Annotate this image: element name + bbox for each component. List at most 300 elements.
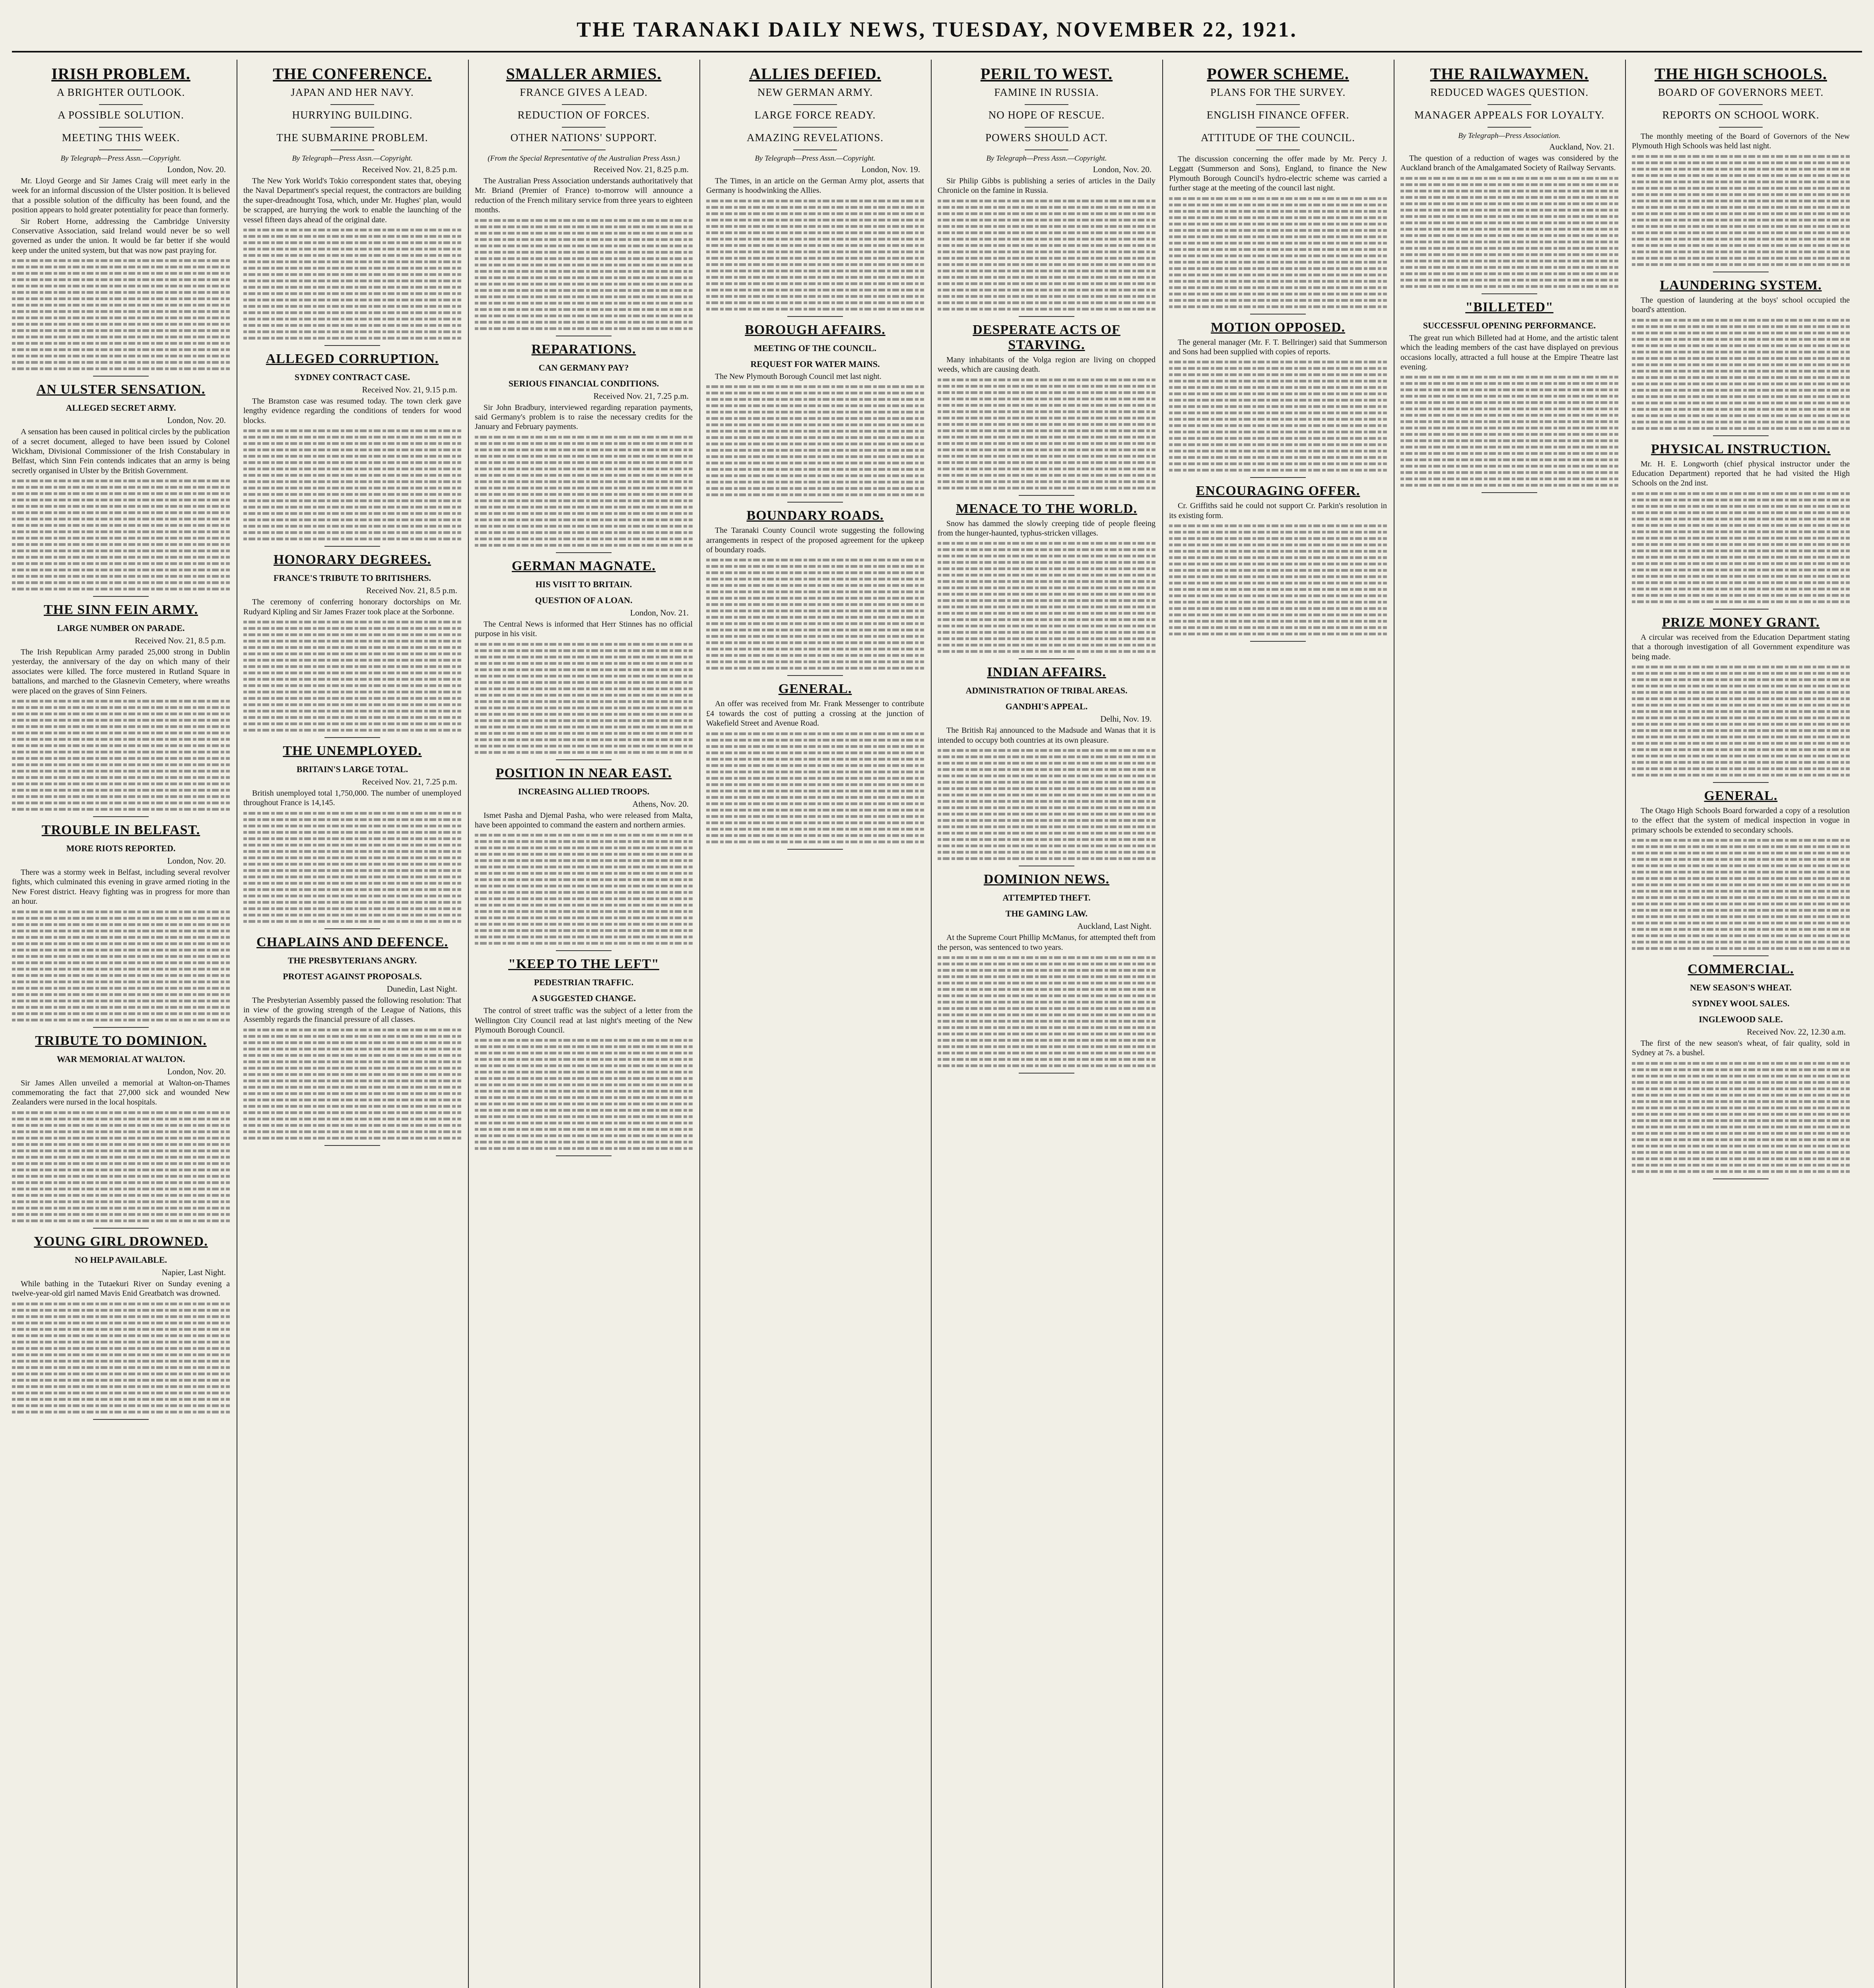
article-subhead: PROTEST AGAINST PROPOSALS. <box>283 971 422 981</box>
article-deck: THE SUBMARINE PROBLEM. <box>243 132 461 150</box>
article <box>1169 64 1387 315</box>
article-headline: THE HIGH SCHOOLS. <box>1655 65 1827 83</box>
dateline: Received Nov. 21, 8.5 p.m. <box>134 636 226 646</box>
article <box>1400 64 1618 294</box>
column-5 <box>938 60 1155 1988</box>
article-body <box>1169 154 1387 193</box>
section-divider <box>1482 492 1537 493</box>
article-subhead: A SUGGESTED CHANGE. <box>531 993 636 1004</box>
article-headline: "KEEP TO THE LEFT" <box>508 957 659 972</box>
article-subhead: SYDNEY CONTRACT CASE. <box>294 372 410 382</box>
article <box>12 1033 230 1229</box>
section-divider <box>93 376 149 377</box>
article-body <box>938 519 1155 538</box>
paragraph: Mr. H. E. Longworth (chief physical instructor under the Education Department) reported that he had visited the High Schools on the 2nd inst. <box>1632 459 1850 488</box>
section-divider <box>1713 955 1769 956</box>
article <box>706 508 924 676</box>
article-subhead: LARGE NUMBER ON PARADE. <box>57 623 185 633</box>
article-subhead: THE PRESBYTERIANS ANGRY. <box>287 955 417 965</box>
dateline: Auckland, Last Night. <box>1077 921 1152 931</box>
continued-text-lines <box>1632 319 1850 430</box>
article-deck: ATTITUDE OF THE COUNCIL. <box>1169 132 1387 150</box>
article-subhead: QUESTION OF A LOAN. <box>535 595 633 605</box>
article-body <box>475 811 693 830</box>
article-subhead: SERIOUS FINANCIAL CONDITIONS. <box>508 378 659 388</box>
article <box>12 64 230 377</box>
article-body <box>938 355 1155 375</box>
article <box>12 823 230 1028</box>
article-headline: ALLEGED CORRUPTION. <box>266 351 439 366</box>
article <box>1632 788 1850 956</box>
article-body <box>243 597 461 617</box>
section-divider <box>1713 782 1769 783</box>
continued-text-lines <box>243 229 461 340</box>
paragraph: Mr. Lloyd George and Sir James Craig will meet early in the week for an informal discussion of the Ulster position. It is believed that a possible solution of the difficulty has been found, and the position appears to hold greater potentiality for peace than formerly. <box>12 177 230 215</box>
article-subhead: NEW SEASON'S WHEAT. <box>1690 982 1792 993</box>
article-body <box>1169 501 1387 520</box>
article <box>938 64 1155 317</box>
paragraph: The monthly meeting of the Board of Governors of the New Plymouth High Schools was held last night. <box>1632 132 1850 151</box>
section-divider <box>93 1228 149 1229</box>
article-subhead: INGLEWOOD SALE. <box>1699 1014 1783 1025</box>
article-body <box>706 372 924 381</box>
paragraph: The question of a reduction of wages was considered by the Auckland branch of the Amalgamated Society of Railway Servants. <box>1400 154 1618 173</box>
dateline: Athens, Nov. 20. <box>632 799 689 809</box>
section-divider <box>93 1419 149 1420</box>
section-divider <box>1019 316 1074 317</box>
article-headline: PHYSICAL INSTRUCTION. <box>1651 441 1831 456</box>
article-deck: LARGE FORCE READY. <box>706 109 924 128</box>
article <box>1169 320 1387 478</box>
article-subhead: NO HELP AVAILABLE. <box>74 1254 167 1265</box>
section-divider <box>1019 658 1074 659</box>
article <box>706 64 924 317</box>
section-divider <box>324 737 380 738</box>
article-deck: NEW GERMAN ARMY. <box>706 86 924 105</box>
paragraph: The British Raj announced to the Madsude and Wanas that it is intended to occupy both countries at its own pleasure. <box>938 726 1155 745</box>
article-body <box>12 1078 230 1107</box>
dateline: Received Nov. 21, 7.25 p.m. <box>593 391 689 401</box>
article-deck: A BRIGHTER OUTLOOK. <box>12 86 230 105</box>
section-divider <box>787 502 843 503</box>
article <box>243 64 461 346</box>
continued-text-lines <box>12 1111 230 1222</box>
paragraph: The Australian Press Association understands authoritatively that Mr. Briand (Premier of France) to-morrow will announce a reduction of the French military service from three years to eighteen months. <box>475 177 693 215</box>
paragraph: Sir John Bradbury, interviewed regarding reparation payments, said Germany's problem is to raise the necessary credits for the January and February payments. <box>475 403 693 431</box>
article-body <box>938 726 1155 745</box>
article-subhead: ADMINISTRATION OF TRIBAL AREAS. <box>965 685 1128 696</box>
paragraph: The discussion concerning the offer made by Mr. Percy J. Leggatt (Summerson and Sons), England, to finance the New Plymouth Borough Council's hydro-electric scheme was carried a further stage at the meeting of the council last night. <box>1169 155 1387 193</box>
section-divider <box>556 950 612 951</box>
paragraph: Sir James Allen unveiled a memorial at Walton-on-Thames commemorating the fact that 27,000 sick and wounded New Zealanders were nursed in the local hospitals. <box>12 1078 230 1107</box>
column-6 <box>1169 60 1387 1988</box>
section-divider <box>93 1027 149 1028</box>
column-rule <box>468 60 469 1988</box>
article <box>1400 300 1618 493</box>
dateline: Received Nov. 21, 9.15 p.m. <box>362 384 457 394</box>
press-credit: By Telegraph—Press Assn.—Copyright. <box>755 154 876 163</box>
section-divider <box>787 675 843 676</box>
article-subhead: FRANCE'S TRIBUTE TO BRITISHERS. <box>273 573 431 583</box>
paragraph: An offer was received from Mr. Frank Messenger to contribute £4 towards the cost of putting a crossing at the junction of Wakefield Street and Avenue Road. <box>706 699 924 728</box>
masthead <box>12 8 1862 52</box>
continued-text-lines <box>1169 197 1387 308</box>
article <box>1632 278 1850 436</box>
paragraph: A circular was received from the Education Department stating that a thorough investigation of all Government expenditure was being made. <box>1632 633 1850 661</box>
dateline: London, Nov. 20. <box>167 165 226 174</box>
continued-text-lines <box>706 200 924 311</box>
dateline: Received Nov. 21, 8.25 p.m. <box>362 165 457 174</box>
columns-area <box>12 60 1862 1988</box>
column-rule <box>931 60 932 1988</box>
article-deck: MEETING THIS WEEK. <box>12 132 230 150</box>
article-body <box>12 868 230 907</box>
article <box>475 342 693 553</box>
article-headline: AN ULSTER SENSATION. <box>36 382 206 397</box>
article <box>938 872 1155 1074</box>
article-subhead: BRITAIN'S LARGE TOTAL. <box>296 764 408 774</box>
column-4 <box>706 60 924 1988</box>
article-body <box>1632 806 1850 835</box>
article-deck: HURRYING BUILDING. <box>243 109 461 128</box>
section-divider <box>787 316 843 317</box>
article <box>1632 962 1850 1179</box>
article-body <box>12 1279 230 1299</box>
article-subhead: WAR MEMORIAL AT WALTON. <box>56 1054 185 1064</box>
column-rule <box>699 60 700 1988</box>
press-credit: By Telegraph—Press Assn.—Copyright. <box>986 154 1107 163</box>
continued-text-lines <box>1632 666 1850 777</box>
article-body <box>12 647 230 696</box>
dateline: London, Nov. 20. <box>1093 165 1152 174</box>
dateline: London, Nov. 19. <box>861 165 920 174</box>
paragraph: The question of laundering at the boys' school occupied the board's attention. <box>1632 295 1850 315</box>
paragraph: The Otago High Schools Board forwarded a copy of a resolution to the effect that the system of medical inspection in vogue in primary schools be extended to secondary schools. <box>1632 806 1850 835</box>
section-divider <box>324 928 380 929</box>
dateline: London, Nov. 20. <box>167 1066 226 1076</box>
section-divider <box>1713 1178 1769 1179</box>
article-headline: DESPERATE ACTS OF STARVING. <box>973 322 1121 352</box>
dateline: Received Nov. 21, 8.25 p.m. <box>593 165 689 174</box>
continued-text-lines <box>938 749 1155 860</box>
article-headline: "BILLETED" <box>1465 299 1554 315</box>
article-body <box>475 176 693 215</box>
section-divider <box>1250 314 1306 315</box>
column-rule <box>1162 60 1163 1988</box>
article-headline: YOUNG GIRL DROWNED. <box>34 1234 208 1249</box>
article <box>12 382 230 597</box>
article-headline: LAUNDERING SYSTEM. <box>1660 278 1822 293</box>
section-divider <box>1019 1073 1074 1074</box>
paragraph: Sir Robert Horne, addressing the Cambridge University Conservative Association, said Ireland would never be so well governed as under the union. It would be far better if she would keep under the united system, but that was now past praying for. <box>12 217 230 255</box>
section-divider <box>556 759 612 760</box>
continued-text-lines <box>475 834 693 945</box>
article-deck: REDUCED WAGES QUESTION. <box>1400 86 1618 105</box>
article-deck: FAMINE IN RUSSIA. <box>938 86 1155 105</box>
section-divider <box>556 1155 612 1156</box>
article-subhead: HIS VISIT TO BRITAIN. <box>535 579 632 589</box>
continued-text-lines <box>1632 155 1850 266</box>
paragraph: The Central News is informed that Herr Stinnes has no official purpose in his visit. <box>475 619 693 639</box>
article-headline: COMMERCIAL. <box>1688 962 1794 977</box>
paragraph: The first of the new season's wheat, of fair quality, sold in Sydney at 7s. a bushel. <box>1632 1039 1850 1058</box>
article-subhead: MORE RIOTS REPORTED. <box>66 843 176 854</box>
paragraph: The New Plymouth Borough Council met last night. <box>715 372 882 381</box>
article-headline: POSITION IN NEAR EAST. <box>495 765 672 780</box>
article-body <box>243 176 461 225</box>
article-subhead: THE GAMING LAW. <box>1005 909 1088 919</box>
article-headline: THE CONFERENCE. <box>273 65 432 83</box>
article <box>706 681 924 849</box>
article <box>475 766 693 951</box>
article-deck: BOARD OF GOVERNORS MEET. <box>1632 86 1850 105</box>
section-divider <box>324 345 380 346</box>
article-subhead: SYDNEY WOOL SALES. <box>1692 998 1790 1009</box>
paragraph: A sensation has been caused in political circles by the publication of a secret document, alleged to have been issued by Colonel Wickham, Divisional Commissioner of the Irish Constabulary in Belfast, which Sinn Fein contends indicates that an army is being secretly organised in Ulster by the British Government. <box>12 427 230 475</box>
paragraph: The New York World's Tokio correspondent states that, obeying the Naval Department's special request, the contractors are building the super-dreadnought Tosa, which, under Mr. Hughes' plan, would be scrapped, are hurrying the work to enable the launching of the vessel fifteen days ahead of the original date. <box>243 177 461 224</box>
article-headline: GERMAN MAGNATE. <box>512 558 656 573</box>
continued-text-lines <box>1169 524 1387 635</box>
article-deck: OTHER NATIONS' SUPPORT. <box>475 132 693 150</box>
section-divider <box>93 596 149 597</box>
article-deck: MANAGER APPEALS FOR LOYALTY. <box>1400 109 1618 128</box>
article-deck: JAPAN AND HER NAVY. <box>243 86 461 105</box>
article-subhead: PEDESTRIAN TRAFFIC. <box>534 977 634 988</box>
article <box>938 501 1155 660</box>
article-deck: REDUCTION OF FORCES. <box>475 109 693 128</box>
article-headline: CHAPLAINS AND DEFENCE. <box>256 934 448 949</box>
article-headline: THE UNEMPLOYED. <box>283 743 422 758</box>
section-divider <box>1713 609 1769 610</box>
paragraph: At the Supreme Court Phillip McManus, for attempted theft from the person, was sentenced to two years. <box>938 933 1155 952</box>
continued-text-lines <box>12 259 230 370</box>
article-subhead: CAN GERMANY PAY? <box>538 362 629 373</box>
article-body <box>1632 132 1850 151</box>
dateline: London, Nov. 20. <box>167 856 226 866</box>
section-divider <box>556 552 612 553</box>
article-body <box>475 619 693 639</box>
article <box>938 665 1155 866</box>
article-body <box>243 788 461 808</box>
article-headline: BOROUGH AFFAIRS. <box>745 322 886 337</box>
article-headline: REPARATIONS. <box>531 342 636 357</box>
paragraph: The Presbyterian Assembly passed the following resolution: That in view of the growing strength of the League of Nations, this Assembly regards the financial pressure of all classes. <box>243 996 461 1024</box>
masthead-title: THE TARANAKI DAILY NEWS, TUESDAY, NOVEMBER 22, 1921. <box>577 17 1297 41</box>
continued-text-lines <box>243 812 461 923</box>
continued-text-lines <box>1632 839 1850 950</box>
article <box>1169 483 1387 642</box>
dateline: London, Nov. 21. <box>630 608 689 617</box>
continued-text-lines <box>243 621 461 732</box>
continued-text-lines <box>475 436 693 547</box>
continued-text-lines <box>1169 361 1387 472</box>
article-headline: MENACE TO THE WORLD. <box>956 501 1137 516</box>
paragraph: The Irish Republican Army paraded 25,000 strong in Dublin yesterday, the anniversary of the day on which many of their associates were killed. The force mustered in Rutland Square in battalions, and marched to the Glasnevin Cemetery, where wreaths were placed on the graves of Sinn Feiners. <box>12 648 230 695</box>
article-headline: THE RAILWAYMEN. <box>1430 65 1589 83</box>
article <box>706 322 924 503</box>
paragraph: The great run which Billeted had at Home, and the artistic talent which the leading members of the cast have displayed on previous occasions locally, attracted a full house at the Empire Theatre last evening. <box>1400 333 1618 371</box>
article-headline: PERIL TO WEST. <box>980 65 1113 83</box>
column-2 <box>243 60 461 1988</box>
article-subhead: REQUEST FOR WATER MAINS. <box>750 359 880 369</box>
paragraph: British unemployed total 1,750,000. The number of unemployed throughout France is 14,145. <box>243 788 461 808</box>
article <box>243 552 461 738</box>
continued-text-lines <box>938 379 1155 489</box>
paragraph: While bathing in the Tutaekuri River on Sunday evening a twelve-year-old girl named Mavis Enid Greatbatch was drowned. <box>12 1279 230 1298</box>
continued-text-lines <box>1400 376 1618 487</box>
continued-text-lines <box>12 700 230 811</box>
paragraph: The Bramston case was resumed today. The town clerk gave lengthy evidence regarding the conditions of tenders for wood blocks. <box>243 396 461 425</box>
article <box>938 322 1155 496</box>
article-subhead: GANDHI'S APPEAL. <box>1005 701 1088 712</box>
article-headline: POWER SCHEME. <box>1207 65 1349 83</box>
article-headline: PRIZE MONEY GRANT. <box>1662 615 1820 630</box>
continued-text-lines <box>12 911 230 1021</box>
column-1 <box>12 60 230 1988</box>
dateline: Received Nov. 21, 8.5 p.m. <box>366 586 457 596</box>
article-body <box>1632 633 1850 662</box>
section-divider <box>787 849 843 850</box>
section-divider <box>324 546 380 547</box>
section-divider <box>1250 641 1306 642</box>
article <box>475 64 693 336</box>
article-body <box>475 403 693 432</box>
article-body <box>475 1006 693 1035</box>
paragraph: Cr. Griffiths said he could not support Cr. Parkin's resolution in its existing form. <box>1169 501 1387 520</box>
article-deck: ENGLISH FINANCE OFFER. <box>1169 109 1387 128</box>
article-body <box>12 176 230 255</box>
continued-text-lines <box>938 542 1155 653</box>
article-subhead: ATTEMPTED THEFT. <box>1002 893 1091 903</box>
article-body <box>1632 459 1850 488</box>
article-headline: TROUBLE IN BELFAST. <box>41 823 200 838</box>
article-body <box>706 699 924 728</box>
continued-text-lines <box>938 956 1155 1067</box>
article-deck: PLANS FOR THE SURVEY. <box>1169 86 1387 105</box>
article-deck: AMAZING REVELATIONS. <box>706 132 924 150</box>
article-deck: A POSSIBLE SOLUTION. <box>12 109 230 128</box>
article-body <box>1400 153 1618 173</box>
continued-text-lines <box>243 1029 461 1140</box>
article-body <box>706 176 924 196</box>
dateline: Auckland, Nov. 21. <box>1549 142 1614 151</box>
article <box>1632 442 1850 610</box>
article-headline: HONORARY DEGREES. <box>273 552 431 567</box>
continued-text-lines <box>1400 177 1618 288</box>
continued-text-lines <box>706 559 924 670</box>
press-credit: By Telegraph—Press Assn.—Copyright. <box>60 154 181 163</box>
article-deck: FRANCE GIVES A LEAD. <box>475 86 693 105</box>
dateline: Received Nov. 22, 12.30 a.m. <box>1747 1027 1846 1037</box>
article <box>1632 615 1850 783</box>
article-deck: REPORTS ON SCHOOL WORK. <box>1632 109 1850 128</box>
continued-text-lines <box>1632 1062 1850 1173</box>
column-7 <box>1400 60 1618 1988</box>
paragraph: The general manager (Mr. F. T. Bellringer) said that Summerson and Sons had been supplied with copies of reports. <box>1169 338 1387 356</box>
article-body <box>706 526 924 555</box>
continued-text-lines <box>1632 492 1850 603</box>
article-body <box>938 933 1155 952</box>
article-subhead: INCREASING ALLIED TROOPS. <box>518 786 650 796</box>
article <box>1632 64 1850 272</box>
article-body <box>1400 333 1618 372</box>
dateline: London, Nov. 20. <box>167 415 226 425</box>
section-divider <box>1019 495 1074 496</box>
article <box>243 744 461 929</box>
paragraph: There was a stormy week in Belfast, including several revolver fights, which culminated this evening in grave armed rioting in the New Forest district. Heavy fighting was in progress for more than an hour. <box>12 868 230 906</box>
section-divider <box>324 1145 380 1146</box>
article-headline: DOMINION NEWS. <box>983 872 1110 887</box>
article-body <box>12 427 230 476</box>
article-headline: SMALLER ARMIES. <box>506 65 662 83</box>
continued-text-lines <box>12 480 230 590</box>
section-divider <box>1250 477 1306 478</box>
continued-text-lines <box>706 385 924 496</box>
dateline: Delhi, Nov. 19. <box>1100 714 1152 724</box>
article-headline: INDIAN AFFAIRS. <box>987 665 1106 680</box>
article-headline: IRISH PROBLEM. <box>51 65 190 83</box>
article-subhead: ALLEGED SECRET ARMY. <box>66 403 176 413</box>
article <box>475 957 693 1156</box>
continued-text-lines <box>475 219 693 330</box>
article <box>243 935 461 1146</box>
press-credit: (From the Special Representative of the Australian Press Assn.) <box>487 154 680 163</box>
continued-text-lines <box>938 200 1155 311</box>
continued-text-lines <box>475 1039 693 1150</box>
paragraph: The Times, in an article on the German Army plot, asserts that Germany is hoodwinking the Allies. <box>706 177 924 195</box>
article-headline: ENCOURAGING OFFER. <box>1196 483 1360 499</box>
paragraph: Many inhabitants of the Volga region are living on chopped weeds, which are causing death. <box>938 355 1155 374</box>
press-credit: By Telegraph—Press Association. <box>1458 132 1561 140</box>
paragraph: Ismet Pasha and Djemal Pasha, who were released from Malta, have been appointed to command the eastern and northern armies. <box>475 811 693 829</box>
article-headline: MOTION OPPOSED. <box>1210 320 1346 335</box>
paragraph: Snow has dammed the slowly creeping tide of people fleeing from the hunger-haunted, typhus-stricken villages. <box>938 519 1155 538</box>
continued-text-lines <box>243 429 461 540</box>
paragraph: The ceremony of conferring honorary doctorships on Mr. Rudyard Kipling and Sir James Frazer took place at the Sorbonne. <box>243 598 461 616</box>
article <box>243 351 461 547</box>
article-body <box>938 176 1155 196</box>
dateline: Napier, Last Night. <box>161 1267 226 1277</box>
dateline: Dunedin, Last Night. <box>386 984 457 994</box>
section-divider <box>93 816 149 817</box>
column-8 <box>1632 60 1850 1988</box>
article <box>12 1234 230 1420</box>
article-headline: THE SINN FEIN ARMY. <box>43 602 198 617</box>
article <box>12 602 230 817</box>
article-headline: TRIBUTE TO DOMINION. <box>35 1033 207 1048</box>
article-body <box>1632 295 1850 315</box>
press-credit: By Telegraph—Press Assn.—Copyright. <box>292 154 413 163</box>
article-body <box>1632 1039 1850 1058</box>
article-subhead: SUCCESSFUL OPENING PERFORMANCE. <box>1423 320 1596 330</box>
column-rule <box>1625 60 1626 1988</box>
article-body <box>243 996 461 1025</box>
dateline: Received Nov. 21, 7.25 p.m. <box>362 777 457 786</box>
article-deck: NO HOPE OF RESCUE. <box>938 109 1155 128</box>
paragraph: Sir Philip Gibbs is publishing a series of articles in the Daily Chronicle on the famine in Russia. <box>938 177 1155 195</box>
column-3 <box>475 60 693 1988</box>
section-divider <box>1482 293 1537 294</box>
continued-text-lines <box>12 1303 230 1413</box>
article <box>475 559 693 760</box>
article-headline: BOUNDARY ROADS. <box>746 508 884 523</box>
continued-text-lines <box>706 732 924 843</box>
article-subhead: MEETING OF THE COUNCIL. <box>753 343 877 353</box>
article-headline: GENERAL. <box>778 681 852 697</box>
article-body <box>243 396 461 425</box>
paragraph: The Taranaki County Council wrote suggesting the following arrangements in respect of the proposed agreement for the upkeep of boundary roads. <box>706 526 924 554</box>
article-deck: POWERS SHOULD ACT. <box>938 132 1155 150</box>
